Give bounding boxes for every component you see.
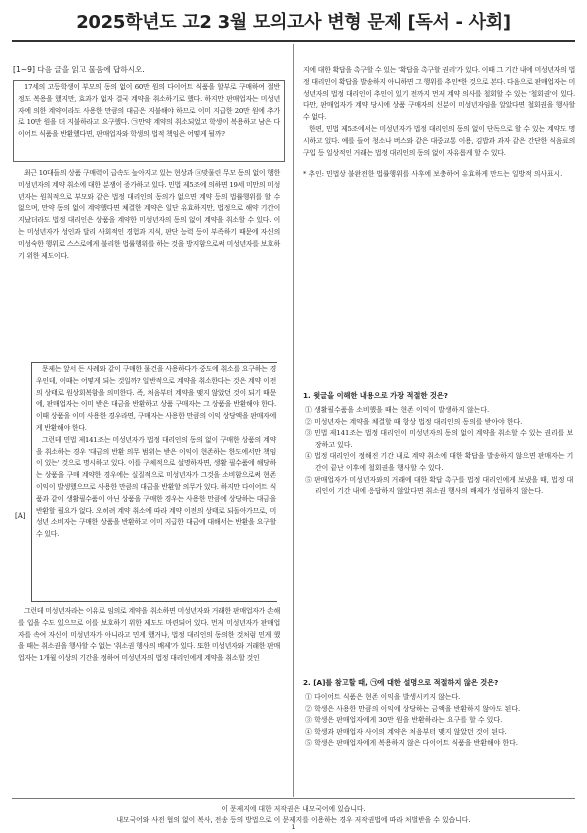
title-divider: [12, 40, 575, 42]
question-2-option[interactable]: ③ 학생은 판매업자에게 30만 원을 반환하라는 요구를 할 수 있다.: [305, 716, 503, 725]
passage-intro: 17세의 고등학생이 부모의 동의 없이 60만 원의 다이어트 식품을 할부로 구매하여 절반 정도 복용을 했지만, 효과가 없자 결국 계약을 취소하기로 했다. 하지만 판매업자는 미성년자에 의한 계약이라도 사용한 만큼의 대금은 지불해야 하므로 이미 지급한 20만 원에 추가로 10만 원을 더 지불하라고 요구했다. ㉠만약 계약의 취소되었고 학생이 복용하고 남은 다이어트 식품을 반환했다면, 판매업자와 학생의 법적 책임은 어떻게 될까?: [18, 83, 280, 139]
question-2: [303, 678, 575, 750]
footer-copyright: 이 문제지에 대한 저작권은 내모국어에 있습니다.: [221, 805, 366, 813]
page-number: 1: [291, 824, 296, 831]
right-paragraph-2: 한편, 민법 제5조에서는 미성년자가 법정 대리인의 동의 없이 단독으로 할 수 있는 계약도 명시하고 있다. 예를 들어 청소나 버스와 같은 대중교통 이용, 김밥과 과자 같은 간단한 식음료의 구입 등 일상적인 거래는 법정 대리인의 동의 없이 자유롭게 할 수 있다.: [303, 124, 575, 157]
question-1-option[interactable]: ② 미성년자는 계약을 체결할 때 항상 법정 대리인의 동의를 받아야 한다.: [305, 417, 523, 426]
page-title: 2025학년도 고2 3월 모의고사 변형 문제 [독서 - 사회]: [76, 12, 511, 33]
question-2-stem: 2. [A]를 참고할 때, ㉠에 대한 설명으로 적절하지 않은 것은?: [303, 678, 499, 687]
question-1-option[interactable]: ③ 민법 제141조는 법정 대리인이 미성년자의 동의 없이 계약을 취소할 수 있는 권리를 보장하고 있다.: [305, 429, 574, 449]
question-1-option[interactable]: ⑤ 판매업자가 미성년자와의 거래에 대한 확답 촉구를 법정 대리인에게 보냈을 때, 법정 대리인이 기간 내에 응답하지 않았다면 취소권 행사의 배제가 성립하지 않는다.: [305, 475, 574, 496]
passage-intro-wrap: [18, 82, 280, 141]
question-2-option[interactable]: ⑤ 학생은 판매업자에게 복용하지 않은 다이어트 식품을 반환해야 한다.: [305, 739, 518, 748]
question-2-option[interactable]: ④ 학생과 판매업자 사이의 계약은 처음부터 맺지 않았던 것이 된다.: [305, 727, 507, 736]
question-1: [303, 391, 575, 498]
right-paragraph-1: 지에 대한 확답을 촉구할 수 있는 '확답을 촉구할 권리'가 있다. 이때 그 기간 내에 미성년자의 법정 대리인이 확답을 발송하지 아니하면 그 행위를 추인*한 것으로 본다. 다음으로 판매업자는 미성년자의 법정 대리인이 추인이 있기 전까지 먼저 계약 의사를 철회할 수 있는 '철회권'이 있다. 다만, 판매업자가 계약 당시에 상품 구매자의 신분이 미성년자임을 알았다면 철회권을 행사할 수 없다.: [303, 66, 575, 122]
passage-p4-wrap: [18, 606, 280, 665]
question-1-option[interactable]: ① 생활필수품을 소비했을 때는 현존 이익이 발생하지 않는다.: [305, 406, 490, 414]
column-divider: [293, 44, 294, 797]
footer-warning: 내모국어와 사전 협의 없이 복사, 전송 등의 방법으로 이 문제지를 이용하는 경우 저작권법에 따라 처벌받을 수 있습니다.: [116, 816, 471, 824]
block-a-paragraph-1: 문제는 앞서 든 사례와 같이 구매한 물건을 사용하다가 중도에 취소를 요구하는 경우인데, 이때는 어떻게 되는 것일까? 일반적으로 계약을 취소한다는 것은 계약 이전의 상태로 원상회복함을 의미한다. 즉, 처음부터 계약을 맺지 않았던 것이 되기 때문에, 판매업자는 이미 받은 대금을 반환하고 상품 구매자는 그 상품을 반환해야 한다. 이때 상품을 이미 사용한 경우라면, 구매자는 사용한 만큼의 이익 상당액을 판매자에게 반환해야 한다.: [36, 365, 276, 432]
question-1-stem: 1. 윗글을 이해한 내용으로 가장 적절한 것은?: [303, 391, 448, 400]
passage-p2-wrap: [18, 168, 280, 262]
block-a-paragraph-2: 그런데 민법 제141조는 미성년자가 법정 대리인의 동의 없이 구매한 상품의 계약을 취소하는 경우 '대금의 반환 의무 범위는 받은 이익이 현존하는 한도에서만 책임이 있는' 것으로 명시하고 있다. 이를 구체적으로 설명하자면, 생활 필수품에 해당하는 상품을 구매 계약한 경우에는 실질적으로 미성년자가 그것을 소비함으로써 현존 이익이 발생했으므로 사용한 만큼의 대금을 반환할 의무가 있다. 하지만 다이어트 식품과 같이 생활필수품이 아닌 상품을 구매한 경우는 사용한 만큼에 상당하는 대금을 반환할 필요가 없다. 오히려 계약 취소에 따라 계약 이전의 상태로 되돌아가므로, 미성년 소비자는 구매한 상품을 반환하고 이미 지급한 대금에 대해서는 반환을 요구할 수 있다.: [36, 435, 276, 539]
instruction: [1~9] 다음 글을 읽고 물음에 답하시오.: [13, 65, 145, 74]
block-a-content: [36, 364, 276, 541]
passage-paragraph-2: 최근 10대들의 상품 구매력이 급속도 높아지고 있는 현상과 ⓐ맞물린 무모 동의 없이 행한 미성년자의 계약 취소에 대한 분쟁이 증가하고 있다. 민법 제5조에 의하면 19세 미만의 미성년자는 원칙적으로 부모와 같은 법정 대리인의 동의가 없으면 계약 등의 법률행위를 할 수 없으며, 만약 동의 없이 계약했다면 체결한 계약은 일단 유효하지만, 법정으로 해약 기간이 지났더라도 법정 대리인은 상품을 계약한 미성년자의 동의 없이 계약을 취소할 수 있다. 이는 미성년자가 성인과 달리 사회적인 경험과 지식, 판단 능력 등이 부족하기 때문에 자신의 미성숙한 행위로 스스로에게 불리한 법률행위를 하는 것을 방지함으로써 미성년자를 보호하기 위한 제도이다.: [18, 169, 281, 260]
block-a-label: [A]: [15, 512, 26, 520]
question-2-option[interactable]: ① 다이어트 식품은 현존 이익을 발생시키지 않는다.: [305, 693, 461, 701]
right-passage: [303, 65, 575, 181]
footer-divider: [12, 798, 575, 799]
footnote: * 추인: 민법상 불완전한 법률행위를 사후에 보충하여 유효하게 만드는 일방적 의사표시.: [303, 170, 563, 179]
question-1-option[interactable]: ④ 법정 대리인이 정해진 기간 내로 계약 취소에 대한 확답을 발송하지 않으면 판매자는 기간이 끝난 이후에 철회권을 행사할 수 있다.: [305, 452, 574, 472]
question-2-option[interactable]: ② 학생은 사용한 만큼의 이익에 상당하는 금액을 반환하지 않아도 된다.: [305, 704, 521, 713]
passage-paragraph-4: 그런데 미성년자라는 이유로 임의로 계약을 취소하면 미성년자와 거래한 판매업자가 손해를 입을 수도 있으므로 이를 보호하기 위한 제도도 마련되어 있다. 먼저 미성년자가 판매업자를 속여 자신이 미성년자가 아니라고 민게 했거나, 법정 대리인의 동의한 것처럼 민게 했을 때는 취소권을 행사할 수 없는 '취소권 행사의 배제'가 있다. 또한 미성년자와 거래한 판매업자는 1개월 이상의 기간을 정하여 미성년자의 법정 대리인에게 계약을 취소할 것인: [18, 607, 280, 663]
